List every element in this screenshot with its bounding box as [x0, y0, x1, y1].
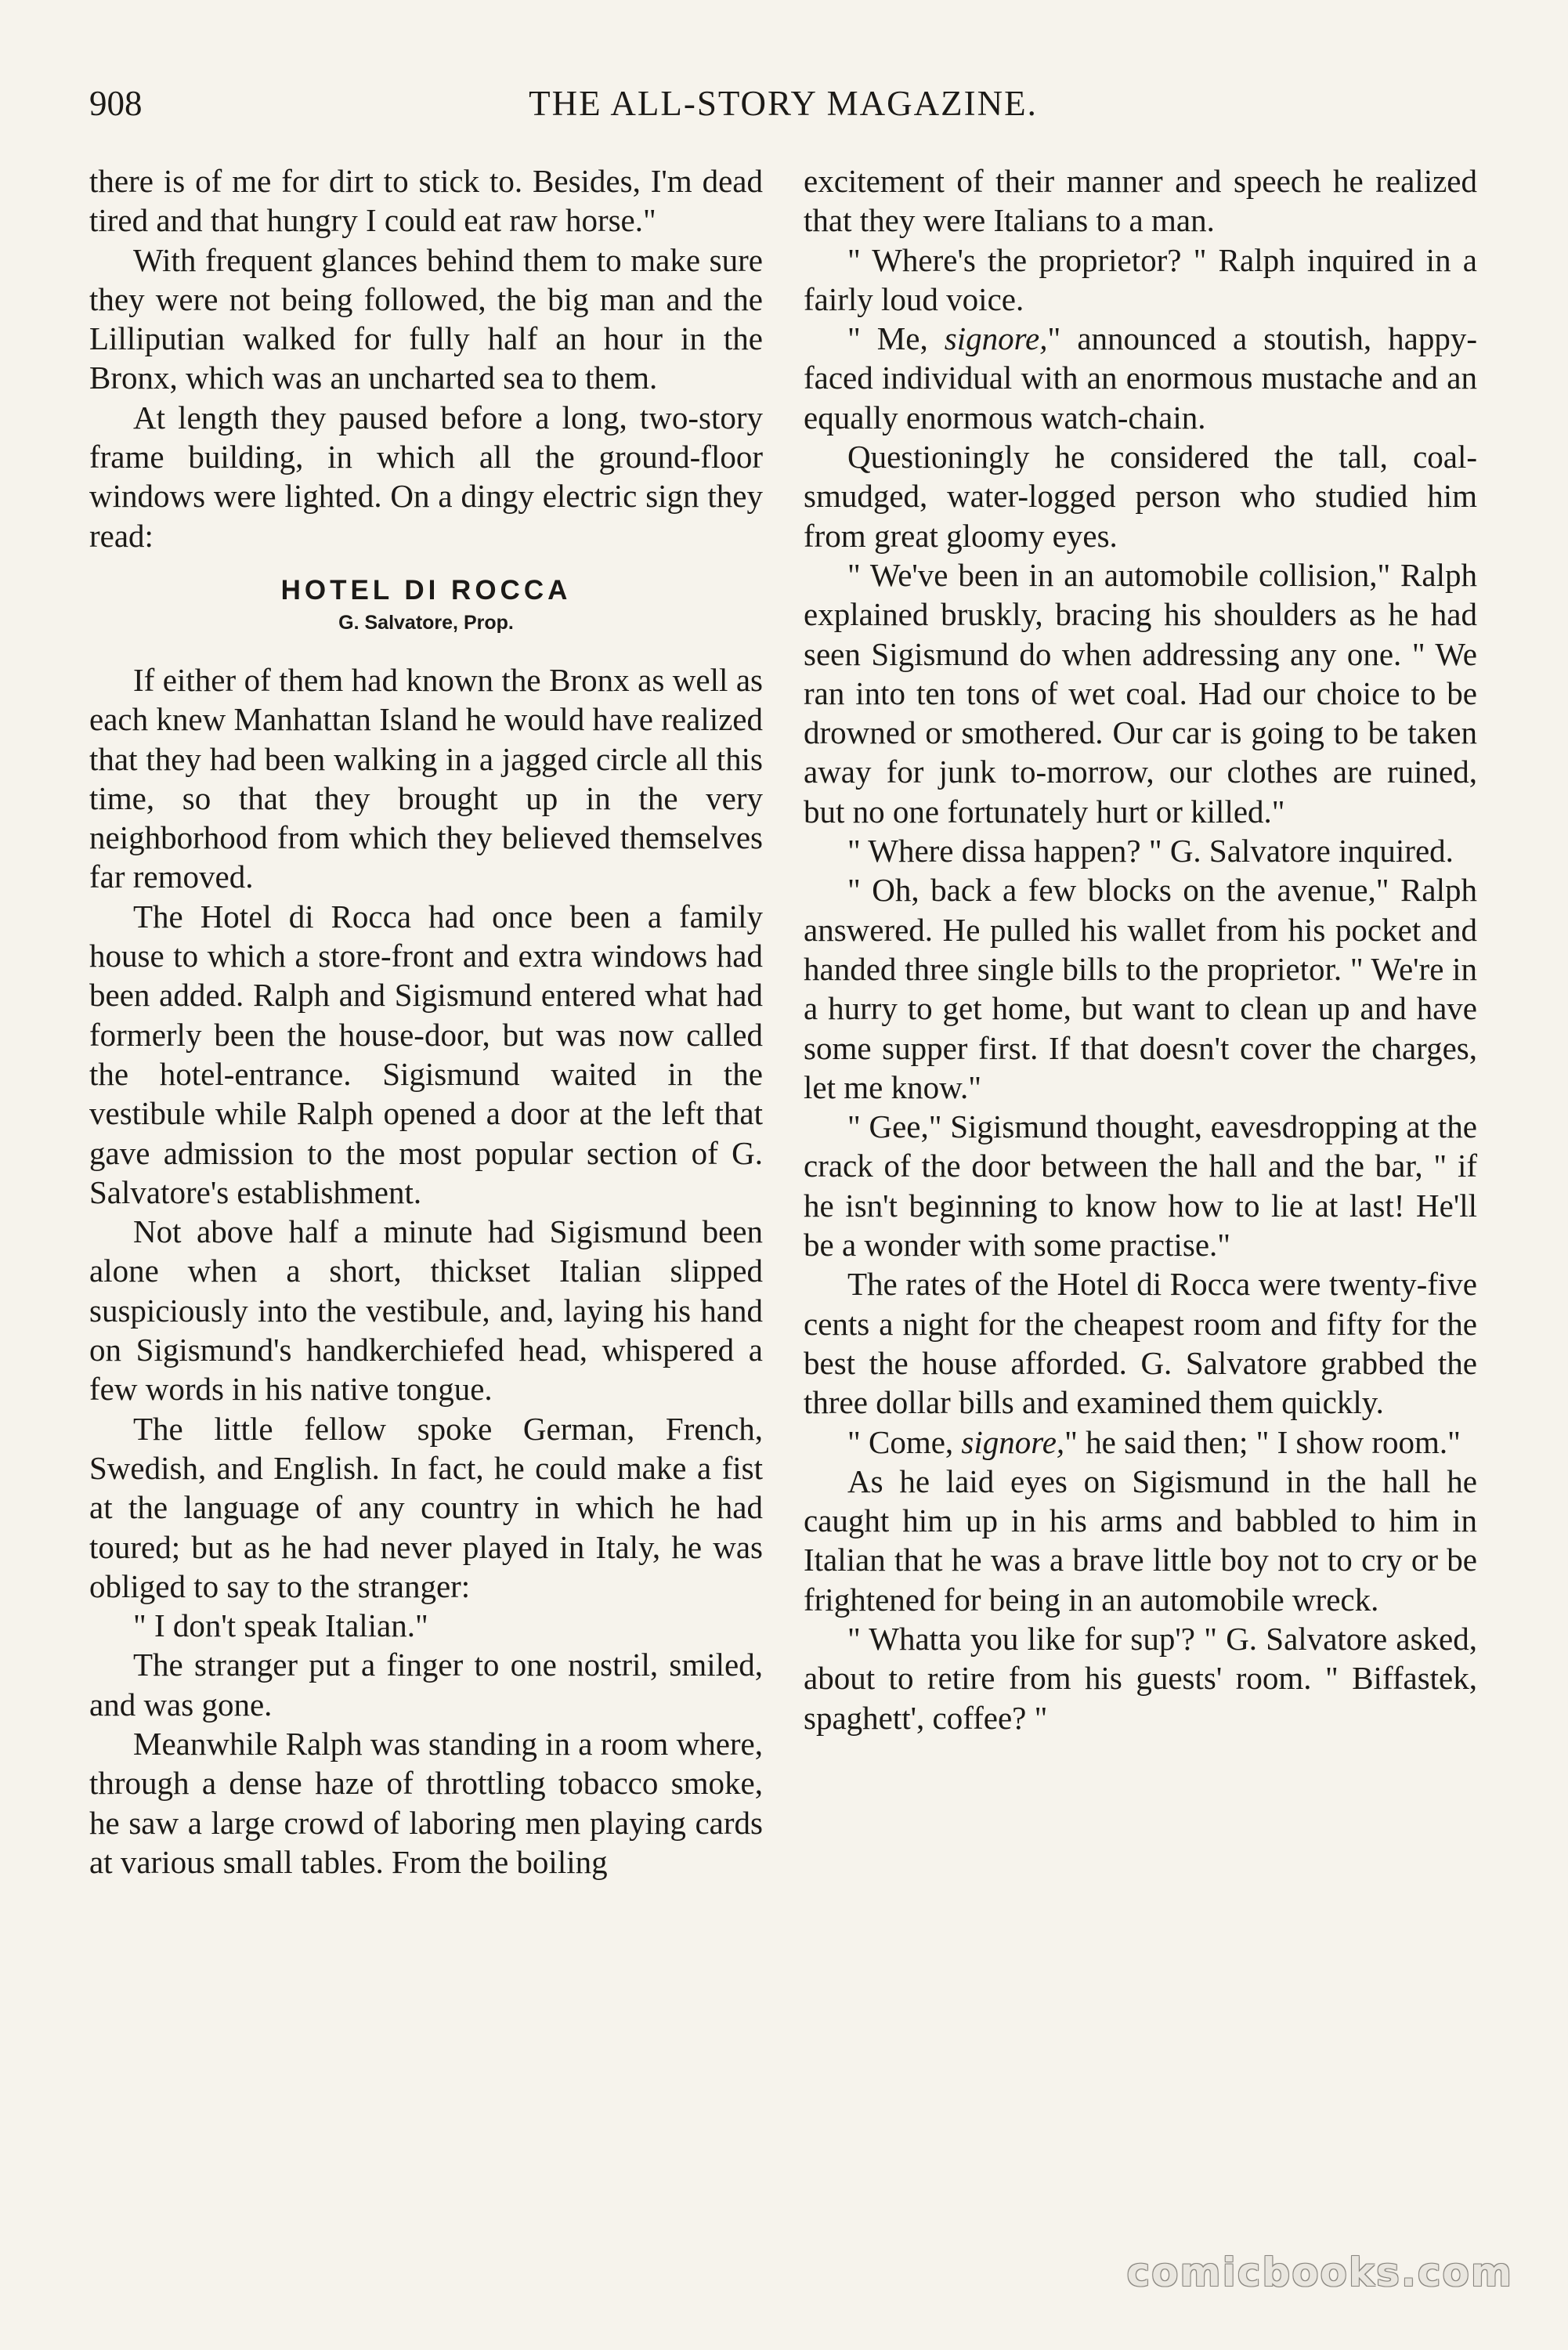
- paragraph: The rates of the Hotel di Rocca were twenty-five cents a night for the cheapest room and fifty for the best the house afforded. G. Salvatore grabbed the three dollar bills and examined them quickly.: [804, 1266, 1477, 1421]
- paragraph: " We've been in an automobile collision," Ralph explained bruskly, bracing his shoulders as he had seen Sigismund do when addressing any one. " We ran into ten tons of wet coal. Had our choice to be drowned or smothered. Our car is going to be taken away for junk to-morrow, our clothes are ruined, but no one fortunately hurt or killed.": [804, 556, 1477, 830]
- paragraph: " I don't speak Italian.": [133, 1607, 428, 1644]
- right-column: [804, 161, 1477, 1737]
- paragraph: Not above half a minute had Sigismund been alone when a short, thickset Italian slipped suspiciously into the vestibule, and, laying his hand on Sigismund's handkerchiefed head, whispered a few words in his native tongue.: [89, 1213, 763, 1408]
- paragraph: [804, 319, 1477, 437]
- paragraph: Meanwhile Ralph was standing in a room where, through a dense haze of throttling tobacco smoke, he saw a large crowd of laboring men playing cards at various small tables. From the boiling: [89, 1725, 763, 1880]
- page-number: 908: [89, 84, 143, 123]
- left-column: [89, 161, 763, 1882]
- paragraph: Questioningly he considered the tall, coal-smudged, water-logged person who studied him from great gloomy eyes.: [804, 439, 1477, 554]
- italic-text: signore,: [944, 320, 1048, 357]
- sign-subtitle: G. Salvatore, Prop.: [338, 611, 514, 634]
- paragraph: " Oh, back a few blocks on the avenue," Ralph answered. He pulled his wallet from his pocket and handed three single bills to the proprietor. " We're in a hurry to get home, but want to clean up and have some supper first. If that doesn't cover the charges, let me know.": [804, 872, 1477, 1105]
- paragraph: excitement of their manner and speech he realized that they were Italians to a man.: [804, 163, 1477, 239]
- sign-title: HOTEL DI ROCCA: [280, 574, 572, 606]
- page-header: [89, 77, 1477, 139]
- paragraph: If either of them had known the Bronx as well as each knew Manhattan Island he would have realized that they had been walking in a jagged circle all this time, so that they brought up in the very neighborhood from which they believed themselves far removed.: [89, 661, 763, 895]
- paragraph: The little fellow spoke German, French, Swedish, and English. In fact, he could make a fist at the language of any country in which he had toured; but as he had never played in Italy, he was obliged to say to the stranger:: [89, 1410, 763, 1604]
- text-run: " announced a stoutish, happy-faced individual with an enormous mustache and an equally enormous watch-chain.: [804, 320, 1477, 436]
- paragraph: " Gee," Sigismund thought, eavesdropping at the crack of the door between the hall and the bar, " if he isn't beginning to know how to lie at last! He'll be a wonder with some practise.": [804, 1108, 1477, 1264]
- paragraph: there is of me for dirt to stick to. Besides, I'm dead tired and that hungry I could eat raw horse.": [89, 163, 763, 239]
- italic-text: signore,: [961, 1423, 1065, 1460]
- paragraph: " Where's the proprietor? " Ralph inquired in a fairly loud voice.: [804, 241, 1477, 317]
- paragraph: The Hotel di Rocca had once been a family house to which a store-front and extra windows had been added. Ralph and Sigismund entered what had formerly been the house-door, but was now called the hotel-entrance. Sigismund waited in the vestibule while Ralph opened a door at the left that gave admission to the most popular section of G. Salvatore's establishment.: [89, 898, 763, 1210]
- text-run: " Me,: [847, 320, 945, 357]
- paragraph: " Whatta you like for sup'? " G. Salvatore asked, about to retire from his guests' room. " Biffastek, spaghett', coffee? ": [804, 1620, 1477, 1736]
- paragraph: With frequent glances behind them to make sure they were not being followed, the big man and the Lilliputian walked for fully half an hour in the Bronx, which was an uncharted sea to them.: [89, 241, 763, 396]
- paragraph: " Where dissa happen? " G. Salvatore inquired.: [847, 833, 1454, 870]
- text-run: " he said then; " I show room.": [1064, 1423, 1461, 1460]
- paragraph: At length they paused before a long, two-story frame building, in which all the ground-floor windows were lighted. On a dingy electric sign they read:: [89, 399, 763, 554]
- paragraph: The stranger put a finger to one nostril, smiled, and was gone.: [89, 1647, 763, 1723]
- watermark: comicbooks.com: [1126, 2250, 1513, 2295]
- paragraph: [804, 1423, 1477, 1462]
- paragraph: As he laid eyes on Sigismund in the hall he caught him up in his arms and babbled to him in Italian that he was a brave little boy not to cry or be frightened for being in an automobile wreck.: [804, 1462, 1477, 1618]
- hotel-sign: [89, 573, 763, 637]
- text-run: " Come,: [847, 1423, 962, 1460]
- running-head: THE ALL-STORY MAGAZINE.: [529, 84, 1038, 123]
